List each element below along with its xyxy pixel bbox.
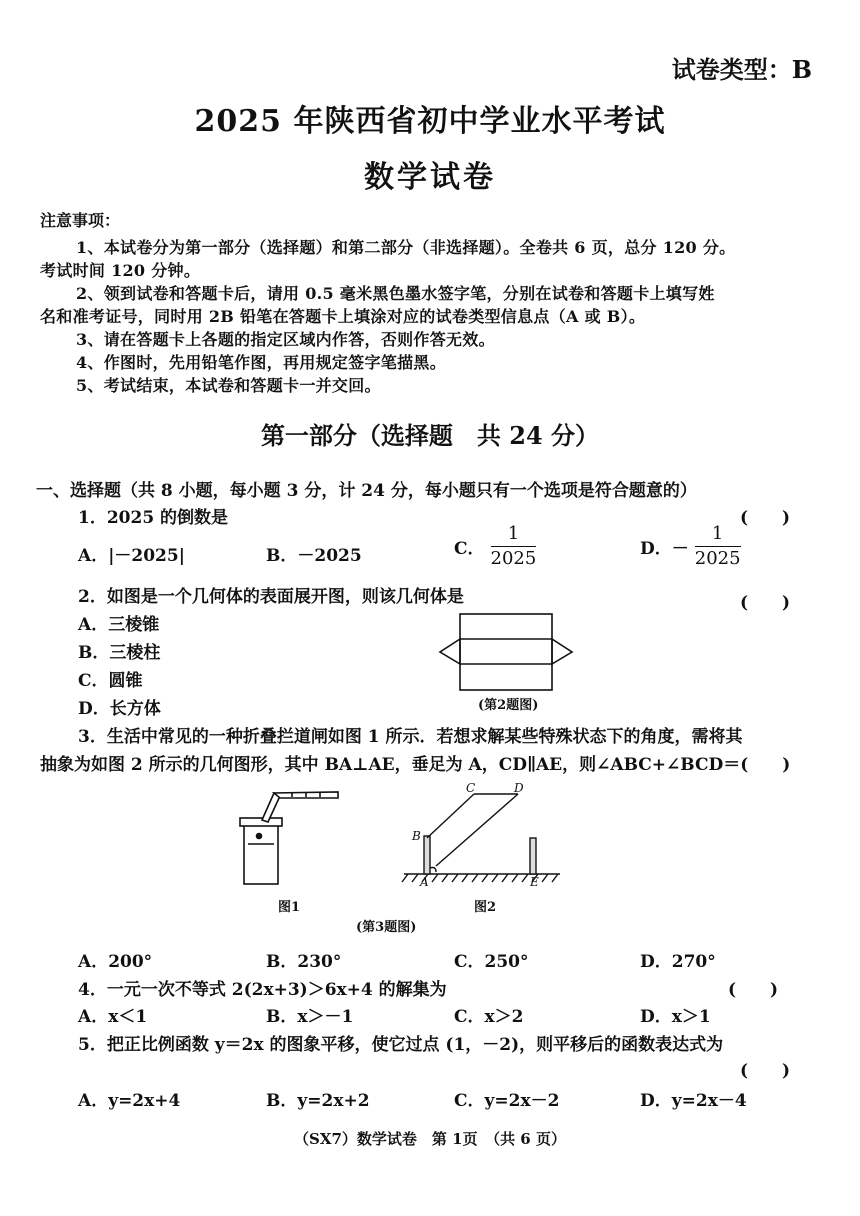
gate-box (244, 824, 278, 884)
q4-option-a: A．x＜1 (78, 1007, 148, 1027)
paper-type-label: 试卷类型：B (671, 55, 812, 84)
notice-item: 考试时间 120 分钟。 (40, 261, 201, 280)
q3-option-d: D．270° (640, 952, 716, 972)
net-right-triangle (552, 639, 572, 664)
q1-option-a: A．|－2025| (78, 546, 185, 566)
q5-option-c: C．y=2x－2 (454, 1091, 560, 1111)
question-2-stem: 2．如图是一个几何体的表面展开图，则该几何体是 (78, 587, 464, 607)
q1-option-c: C． $\frac{1}{2025}$ (454, 523, 537, 569)
question-4-stem: 4．一元一次不等式 2(2x+3)＞6x+4 的解集为 (78, 980, 447, 1000)
q2-option-a: A．三棱锥 (78, 615, 160, 635)
q3-option-c: C．250° (454, 952, 529, 972)
q2-option-d: D．长方体 (78, 699, 161, 719)
q3-option-b: B．230° (266, 952, 342, 972)
question-3-line2: 抽象为如图 2 所示的几何图形，其中 BA⊥AE，垂足为 A，CD∥AE，则∠ABC+∠BCD＝( ) (40, 755, 791, 775)
answer-paren: ( ) (740, 1061, 791, 1081)
label-d: D (514, 782, 524, 795)
notice-item: 5、考试结束，本试卷和答题卡一并交回。 (76, 376, 381, 395)
notice-heading: 注意事项： (40, 211, 121, 230)
post-left (424, 836, 430, 874)
q1-option-d: D．－ $\frac{1}{2025}$ (640, 523, 741, 569)
question-1-stem: 1．2025 的倒数是 (78, 508, 229, 528)
q2-figure-caption: (第2题图) (478, 698, 539, 713)
exam-title: 2025 年陕西省初中学业水平考试 (194, 104, 666, 139)
answer-paren: ( ) (740, 508, 791, 528)
answer-paren: ( ) (728, 980, 779, 1000)
net-diagram (436, 612, 576, 698)
segment-d-line (436, 794, 518, 866)
label-a: A (420, 875, 429, 887)
question-5-stem: 5．把正比例函数 y＝2x 的图象平移，使它过点 (1，－2)，则平移后的函数表达式为 (78, 1035, 724, 1055)
barrier-gate-figure (234, 784, 344, 889)
notice-item: 1、本试卷分为第一部分（选择题）和第二部分（非选择题）。全卷共 6 页，总分 120 分。 (76, 238, 736, 257)
label-c: C (466, 782, 476, 795)
q3-figure-caption: (第3题图) (356, 920, 417, 935)
label-b: B (412, 829, 421, 843)
q4-option-b: B．x＞－1 (266, 1007, 354, 1027)
q5-option-a: A．y=2x+4 (78, 1091, 181, 1111)
notice-item: 3、请在答题卡上各题的指定区域内作答，否则作答无效。 (76, 330, 495, 349)
q5-option-d: D．y=2x－4 (640, 1091, 747, 1111)
part-one-title: 第一部分（选择题 共 24 分） (260, 421, 600, 450)
geometry-figure (400, 782, 565, 887)
notice-item: 名和准考证号，同时用 2B 铅笔在答题卡上填涂对应的试卷类型信息点（A 或 B）。 (40, 307, 646, 326)
q5-option-b: B．y=2x+2 (266, 1091, 370, 1111)
exam-subtitle: 数学试卷 (364, 160, 496, 195)
figure-1-caption: 图1 (278, 900, 301, 915)
label-e: E (530, 875, 539, 887)
notice-item: 2、领到试卷和答题卡后，请用 0.5 毫米黑色墨水签字笔，分别在试卷和答题卡上填写姓 (76, 284, 715, 303)
segment-bc (427, 794, 474, 838)
section-heading: 一、选择题（共 8 小题，每小题 3 分，计 24 分，每小题只有一个选项是符合题意的） (36, 481, 697, 501)
gate-box-top (240, 818, 282, 826)
q2-option-c: C．圆锥 (78, 671, 143, 691)
notice-item: 4、作图时，先用铅笔作图，再用规定签字笔描黑。 (76, 353, 447, 372)
figure-2-caption: 图2 (474, 900, 497, 915)
answer-paren: ( ) (740, 593, 791, 613)
page-footer: （SX7）数学试卷 第 1页 （共 6 页） (294, 1130, 566, 1148)
q1-option-b: B．－2025 (266, 546, 362, 566)
net-rectangle (460, 614, 552, 690)
net-left-triangle (440, 639, 460, 664)
q2-option-b: B．三棱柱 (78, 643, 161, 663)
q4-option-c: C．x＞2 (454, 1007, 524, 1027)
post-right (530, 838, 536, 874)
q4-option-d: D．x＞1 (640, 1007, 711, 1027)
q3-option-a: A．200° (78, 952, 153, 972)
question-3-line1: 3．生活中常见的一种折叠拦道闸如图 1 所示．若想求解某些特殊状态下的角度，需将其 (78, 727, 743, 747)
